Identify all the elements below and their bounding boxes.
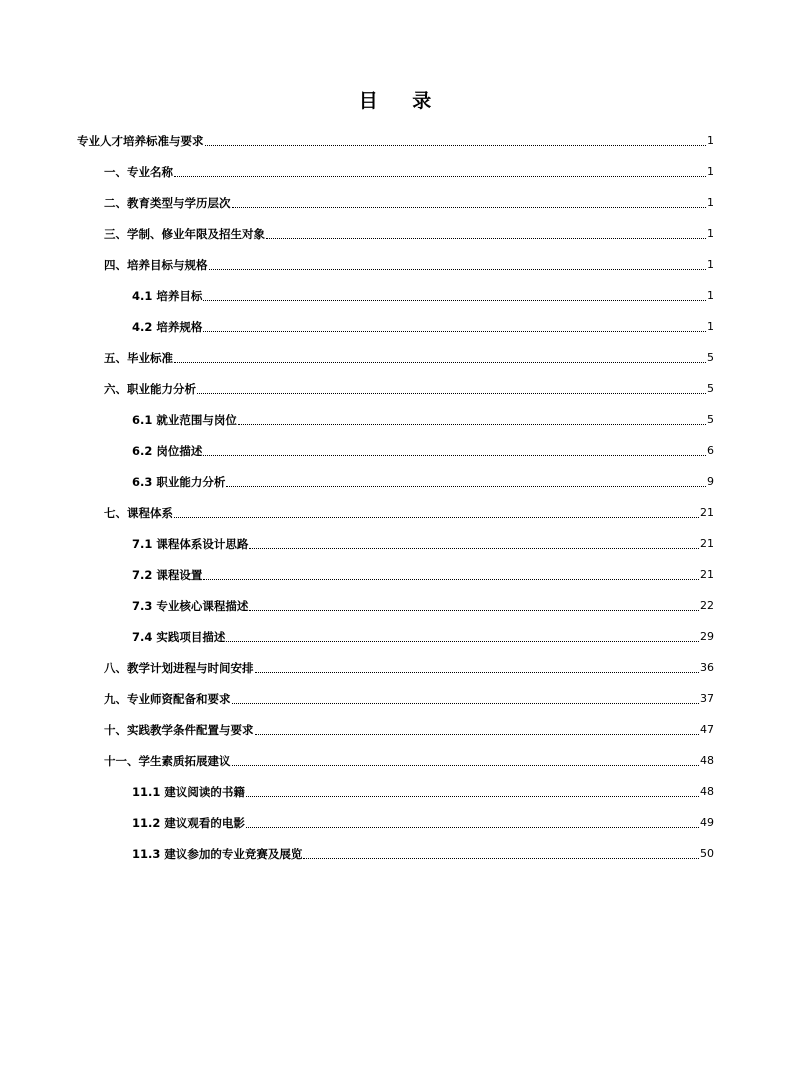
toc-entry[interactable] <box>0 156 790 187</box>
toc-entry[interactable] <box>0 249 790 280</box>
dot-leader <box>209 268 707 270</box>
dot-leader <box>226 485 706 487</box>
dot-leader <box>203 299 706 301</box>
toc-entry[interactable] <box>0 311 790 342</box>
toc-page-number: 36 <box>700 660 714 674</box>
toc-page-number: 49 <box>700 815 714 829</box>
dot-leader <box>232 206 707 208</box>
toc-entry[interactable] <box>0 404 790 435</box>
toc-entry-title: 七、课程体系 <box>104 505 173 520</box>
toc-page-number: 5 <box>707 412 714 426</box>
toc-entry[interactable] <box>0 125 790 156</box>
toc-page-number: 29 <box>700 629 714 643</box>
toc-entry-title: 6.2 岗位描述 <box>132 443 203 458</box>
toc-page-number: 1 <box>707 164 714 178</box>
dot-leader <box>226 640 699 642</box>
toc-entry-title: 7.3 专业核心课程描述 <box>132 598 249 613</box>
toc-page-number: 21 <box>700 505 714 519</box>
dot-leader <box>205 144 707 146</box>
toc-entry-title: 11.3 建议参加的专业竞赛及展览 <box>132 846 303 861</box>
dot-leader <box>174 361 706 363</box>
toc-page-number: 1 <box>707 133 714 147</box>
toc-entry[interactable] <box>0 373 790 404</box>
dot-leader <box>266 237 706 239</box>
toc-page-number: 1 <box>707 226 714 240</box>
toc-entry[interactable] <box>0 435 790 466</box>
dot-leader <box>232 764 700 766</box>
dot-leader <box>203 454 706 456</box>
dot-leader <box>249 547 699 549</box>
toc-entry[interactable] <box>0 714 790 745</box>
toc-entry-title: 4.1 培养目标 <box>132 288 203 303</box>
toc-entry-title: 6.3 职业能力分析 <box>132 474 226 489</box>
toc-entry-title: 六、职业能力分析 <box>104 381 196 396</box>
toc-entry[interactable] <box>0 187 790 218</box>
dot-leader <box>203 330 706 332</box>
toc-entry-title: 7.2 课程设置 <box>132 567 203 582</box>
toc-entry[interactable] <box>0 280 790 311</box>
toc-entry[interactable] <box>0 838 790 869</box>
toc-entry[interactable] <box>0 621 790 652</box>
dot-leader <box>232 702 700 704</box>
toc-page-number: 37 <box>700 691 714 705</box>
toc-page-number: 21 <box>700 536 714 550</box>
dot-leader <box>303 857 699 859</box>
toc-entry-title: 十一、学生素质拓展建议 <box>104 753 231 768</box>
dot-leader <box>174 516 699 518</box>
toc-entry-title: 十、实践教学条件配置与要求 <box>104 722 254 737</box>
toc-page-number: 21 <box>700 567 714 581</box>
toc-entry[interactable] <box>0 807 790 838</box>
toc-entry-title: 四、培养目标与规格 <box>104 257 208 272</box>
toc-page-number: 22 <box>700 598 714 612</box>
dot-leader <box>246 795 699 797</box>
toc-page-number: 9 <box>707 474 714 488</box>
toc-entry[interactable] <box>0 683 790 714</box>
toc-entry-title: 6.1 就业范围与岗位 <box>132 412 237 427</box>
toc-page-number: 1 <box>707 257 714 271</box>
toc-entry-title: 八、教学计划进程与时间安排 <box>104 660 254 675</box>
toc-entry[interactable] <box>0 776 790 807</box>
toc-entry-title: 二、教育类型与学历层次 <box>104 195 231 210</box>
toc-page-number: 1 <box>707 319 714 333</box>
toc-entry[interactable] <box>0 218 790 249</box>
toc-entry-title: 7.4 实践项目描述 <box>132 629 226 644</box>
toc-entry-title: 三、学制、修业年限及招生对象 <box>104 226 265 241</box>
toc-page-number: 1 <box>707 288 714 302</box>
toc-page-number: 5 <box>707 350 714 364</box>
table-of-contents <box>0 125 790 869</box>
dot-leader <box>174 175 706 177</box>
dot-leader <box>255 733 700 735</box>
toc-entry-title: 7.1 课程体系设计思路 <box>132 536 249 551</box>
toc-page-number: 1 <box>707 195 714 209</box>
toc-entry[interactable] <box>0 342 790 373</box>
toc-page-number: 48 <box>700 784 714 798</box>
toc-page-number: 6 <box>707 443 714 457</box>
toc-page-number: 5 <box>707 381 714 395</box>
toc-page-number: 47 <box>700 722 714 736</box>
dot-leader <box>255 671 700 673</box>
dot-leader <box>246 826 699 828</box>
toc-entry-title: 五、毕业标准 <box>104 350 173 365</box>
toc-entry[interactable] <box>0 528 790 559</box>
toc-entry-title: 4.2 培养规格 <box>132 319 203 334</box>
toc-page-number: 48 <box>700 753 714 767</box>
dot-leader <box>249 609 699 611</box>
toc-entry[interactable] <box>0 559 790 590</box>
dot-leader <box>203 578 699 580</box>
dot-leader <box>238 423 706 425</box>
toc-entry[interactable] <box>0 497 790 528</box>
toc-entry[interactable] <box>0 745 790 776</box>
toc-page-number: 50 <box>700 846 714 860</box>
toc-entry[interactable] <box>0 466 790 497</box>
page-title: 目 录 <box>358 90 446 112</box>
toc-entry-title: 专业人才培养标准与要求 <box>77 133 204 148</box>
toc-entry-title: 11.2 建议观看的电影 <box>132 815 245 830</box>
toc-entry-title: 11.1 建议阅读的书籍 <box>132 784 245 799</box>
toc-entry-title: 一、专业名称 <box>104 164 173 179</box>
toc-entry-title: 九、专业师资配备和要求 <box>104 691 231 706</box>
dot-leader <box>197 392 706 394</box>
toc-entry[interactable] <box>0 590 790 621</box>
toc-entry[interactable] <box>0 652 790 683</box>
